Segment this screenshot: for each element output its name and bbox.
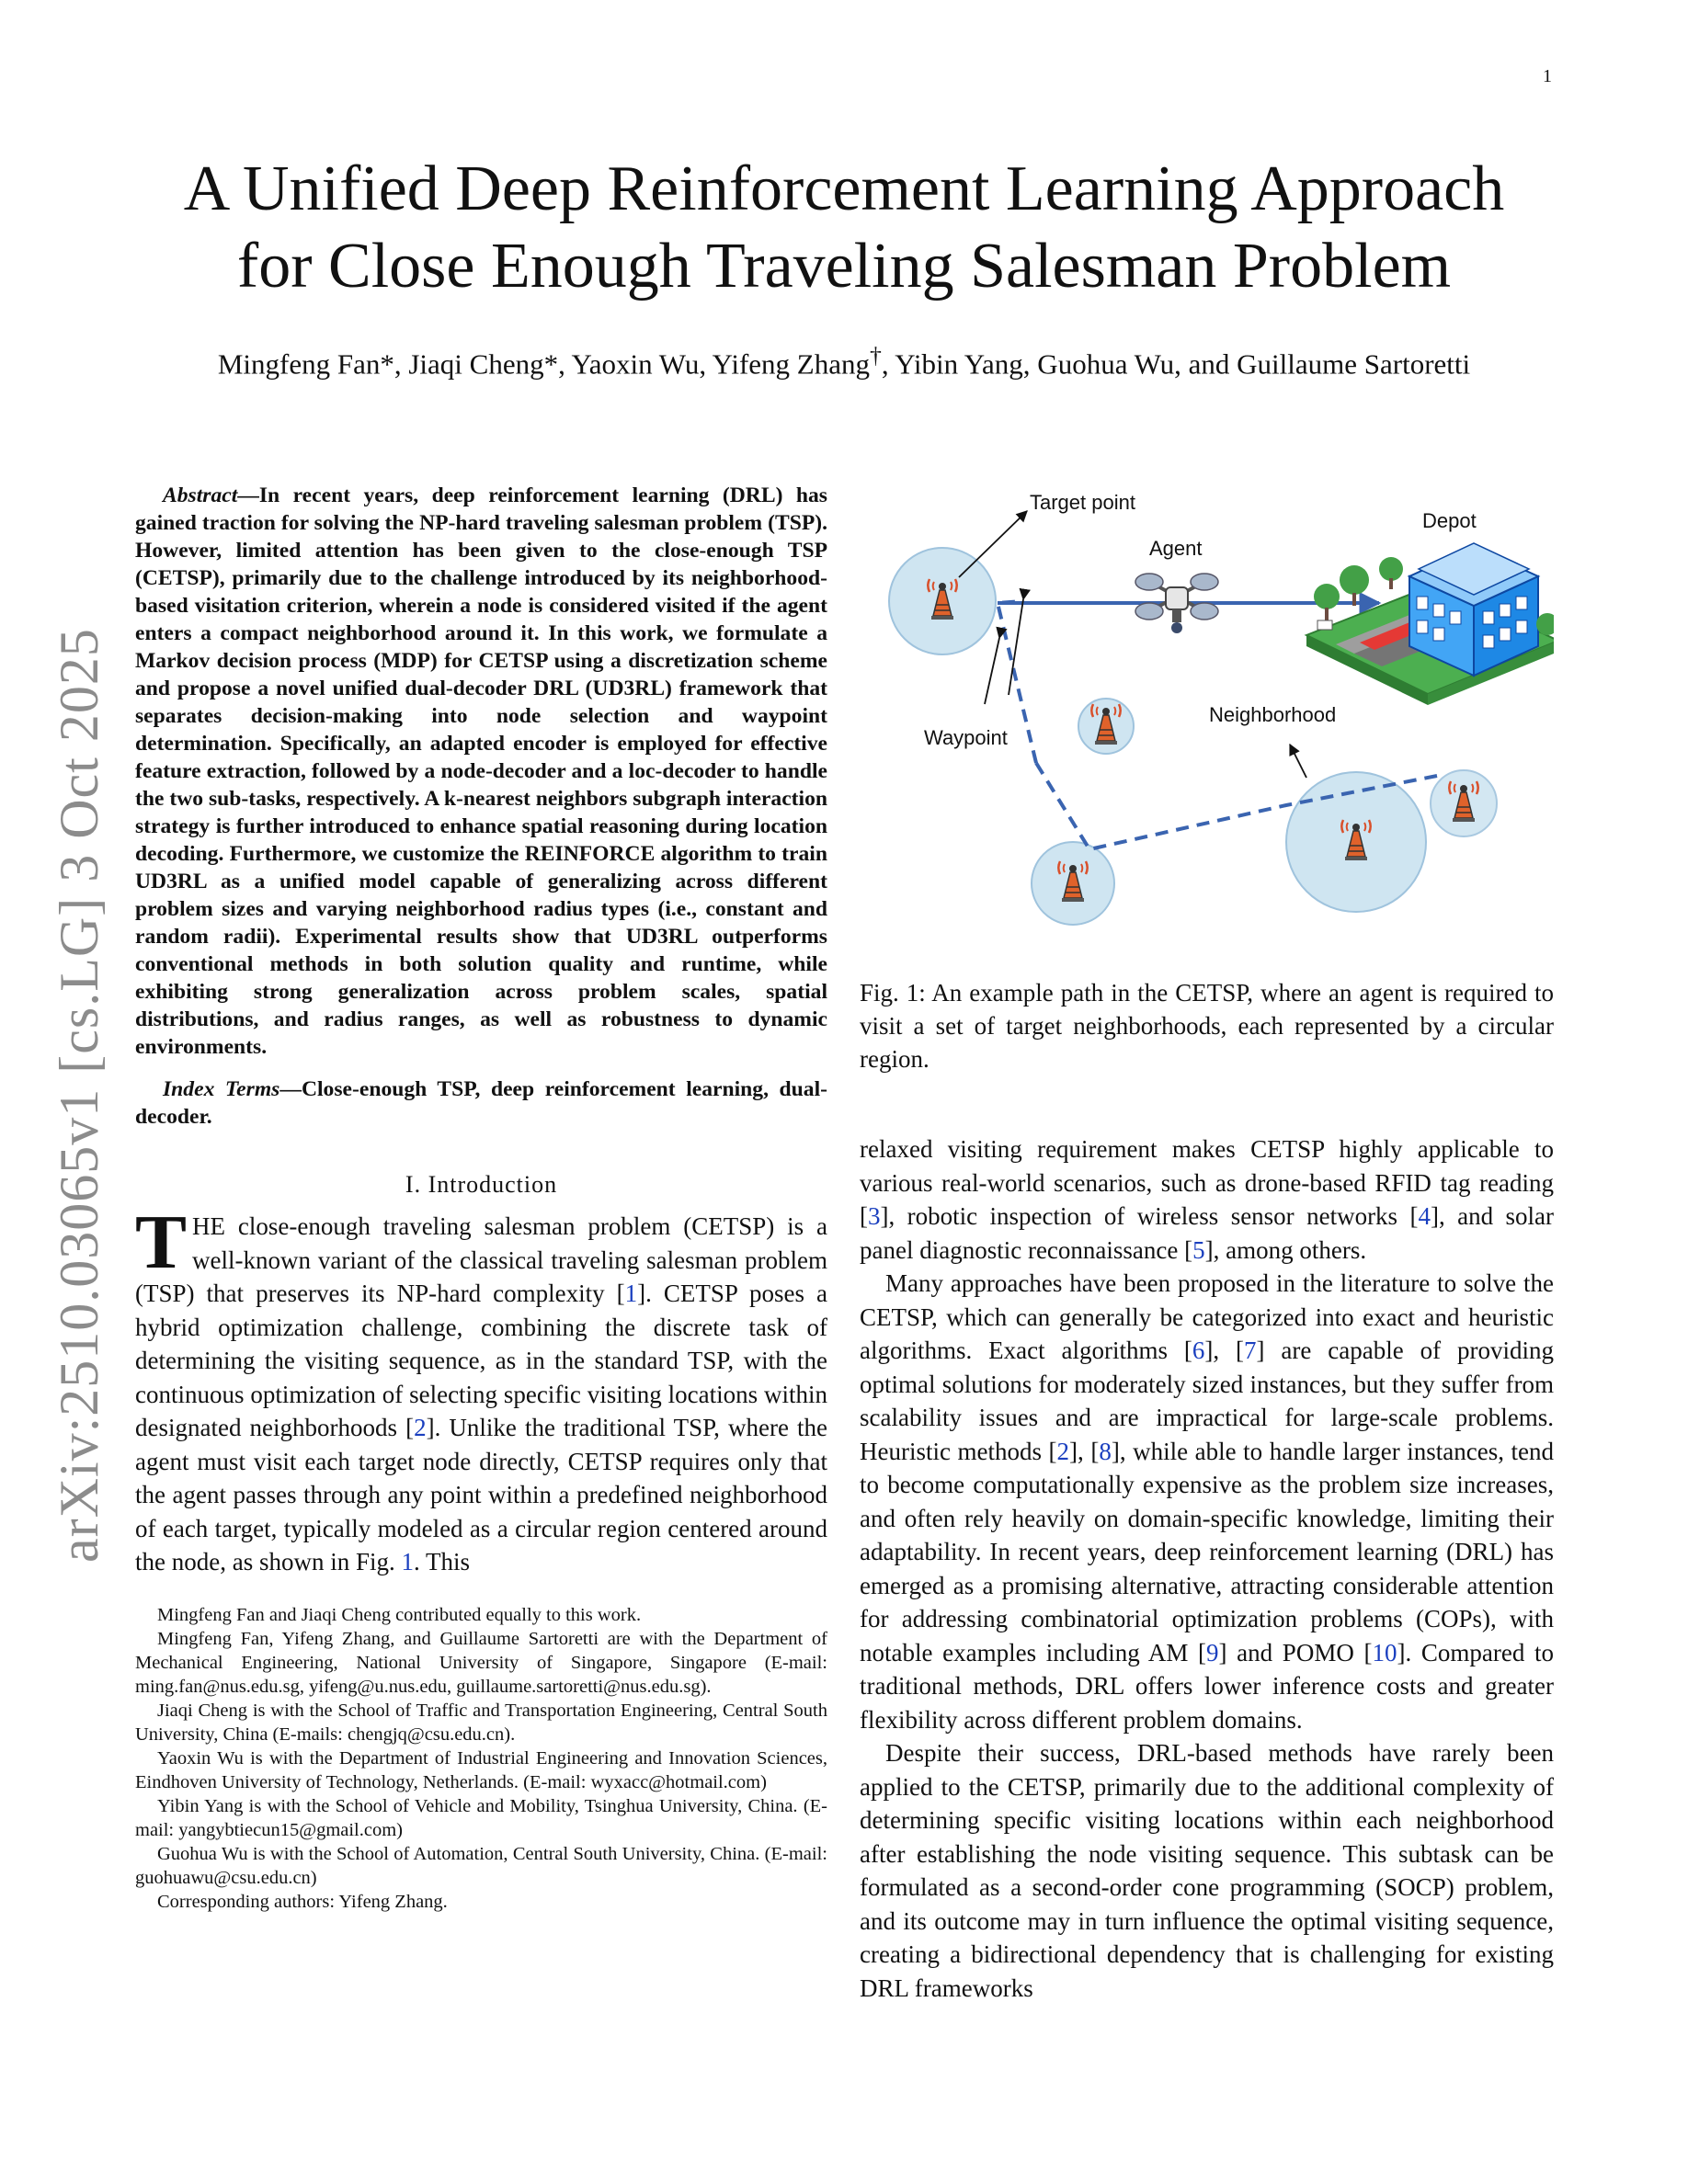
- footnote: Yibin Yang is with the School of Vehicle and Mobility, Tsinghua University, China. (E-mail: yangybtiecun15@gmail.com): [135, 1795, 827, 1840]
- body-paragraph: Despite their success, DRL-based methods have rarely been applied to the CETSP, primarily due to the additional complexity of determining specific visiting locations within each neighborhood after establishing the node visiting sequence. This subtask can be formulated as a second-order cone programming (SOCP) problem, and its outcome may in turn influence the optimal visiting sequence, creating a bidirectional dependency that is challenging for existing DRL frameworks: [860, 1739, 1554, 2002]
- text-run: relaxed visiting requirement makes CETSP highly applicable to various real-world scenarios, such as drone-based RFID tag reading [: [860, 1135, 1554, 1230]
- authors-part-1: Mingfeng Fan*, Jiaqi Cheng*, Yaoxin Wu, Yifeng Zhang: [217, 347, 870, 381]
- section-heading: I. Introduction: [405, 1171, 558, 1198]
- abstract-label: Abstract: [163, 483, 238, 507]
- footnote: Corresponding authors: Yifeng Zhang.: [157, 1891, 448, 1912]
- index-terms-label: Index Terms: [163, 1077, 280, 1101]
- cetsp-diagram: [860, 482, 1554, 960]
- title-line-2: for Close Enough Traveling Salesman Problem: [236, 231, 1452, 301]
- citation-link[interactable]: 10: [1372, 1638, 1397, 1666]
- abstract: [135, 482, 827, 1061]
- text-run: ], and solar panel diagnostic reconnaissance [: [860, 1202, 1554, 1264]
- citation-link[interactable]: 1: [624, 1280, 638, 1307]
- author-list: [129, 342, 1559, 381]
- label-depot: Depot: [1422, 509, 1477, 532]
- text-run: ], robotic inspection of wireless sensor networks [: [880, 1202, 1419, 1230]
- citation-link[interactable]: 2: [1056, 1437, 1070, 1465]
- citation-link[interactable]: 5: [1192, 1235, 1205, 1264]
- text-run: Many approaches have been proposed in the literature to solve the CETSP, which can generally be categorized into exact and heuristic algorithms. Exact algorithms [: [860, 1269, 1554, 1364]
- right-body: [860, 1132, 1554, 2005]
- index-terms-text: —Close-enough TSP, deep reinforcement learning, dual-decoder.: [135, 1077, 827, 1129]
- text-run: ], among others.: [1204, 1235, 1367, 1264]
- intro-text-d: . This: [414, 1548, 471, 1575]
- label-waypoint: Waypoint: [924, 726, 1008, 749]
- page-number: 1: [1543, 66, 1552, 86]
- dagger-mark: †: [869, 342, 882, 369]
- intro-text-a: HE close-enough traveling salesman problem (CETSP) is a well-known variant of the classical traveling salesman problem (TSP) that preserves its NP-hard complexity [: [135, 1212, 827, 1307]
- citation-link[interactable]: 9: [1206, 1638, 1219, 1666]
- footnote: Guohua Wu is with the School of Automation, Central South University, China. (E-mail: guohuawu@csu.edu.cn): [135, 1843, 827, 1888]
- arxiv-stamp: arXiv:2510.03065v1 [cs.LG] 3 Oct 2025: [49, 628, 109, 1563]
- figure-1: [860, 482, 1554, 960]
- text-run: ], [: [1204, 1337, 1245, 1364]
- intro-paragraph: [135, 1200, 828, 1579]
- text-run: ] and POMO [: [1218, 1638, 1373, 1666]
- footnotes: [135, 1603, 827, 1914]
- paper-title: [129, 151, 1559, 305]
- intro-text-c: ]. Unlike the traditional TSP, where the agent must visit each target node directly, CETSP requires only that the agent passes through any point within a predefined neighborhood of each target, typically modeled as a circular region centered around the node, as shown in Fig.: [135, 1414, 828, 1575]
- drop-cap: T: [135, 1200, 188, 1285]
- index-terms: [135, 1075, 827, 1131]
- footnote: Mingfeng Fan, Yifeng Zhang, and Guillaume Sartoretti are with the Department of Mechanical Engineering, National University of Singapore, Singapore (E-mail: ming.fan@nus.edu.sg, yifeng@u.nus.edu, guillaume.sartoretti@nus.edu.sg).: [135, 1628, 827, 1697]
- text-run: ], while able to handle larger instances, tend to become computationally expensive as the problem size increases, and often rely heavily on domain-specific knowledge, limiting their adaptability. In recent years, deep reinforcement learning (DRL) has emerged as a promising alternative, attracting considerable attention for addressing combinatorial optimization problems (COPs), with notable examples including AM [: [860, 1437, 1554, 1666]
- label-neighborhood: Neighborhood: [1209, 703, 1337, 726]
- figure-link[interactable]: 1: [401, 1548, 414, 1575]
- intro-text-b: ]. CETSP poses a hybrid optimization challenge, combining the discrete task of determining the visiting sequence, as in the standard TSP, with the continuous optimization of selecting specific visiting locations within designated neighborhoods [: [135, 1280, 828, 1441]
- label-arrow: [959, 511, 1027, 577]
- body-paragraph: [860, 1267, 1554, 1736]
- footnote: Mingfeng Fan and Jiaqi Cheng contributed equally to this work.: [157, 1604, 642, 1625]
- body-paragraph: [860, 1132, 1554, 1267]
- text-run: ] are capable of providing optimal solutions for moderately sized instances, but they suffer from scalability issues and are impractical for large-scale problems. Heuristic methods [: [860, 1337, 1555, 1465]
- left-column: [135, 482, 827, 1914]
- citation-link[interactable]: 7: [1244, 1337, 1257, 1364]
- citation-link[interactable]: 8: [1099, 1437, 1112, 1465]
- footnote: Jiaqi Cheng is with the School of Traffic and Transportation Engineering, Central South University, China (E-mails: chengjq@csu.edu.cn).: [135, 1700, 827, 1745]
- depot-icon: [1306, 543, 1554, 705]
- label-arrow: [985, 638, 999, 704]
- citation-link[interactable]: 6: [1192, 1337, 1205, 1364]
- citation-link[interactable]: 4: [1418, 1202, 1431, 1230]
- drone-icon: [1135, 574, 1218, 633]
- authors-part-2: , Yibin Yang, Guohua Wu, and Guillaume Sartoretti: [881, 347, 1471, 381]
- footnote: Yaoxin Wu is with the Department of Industrial Engineering and Innovation Sciences, Eindhoven University of Technology, Netherlands. (E-mail: wyxacc@hotmail.com): [135, 1747, 827, 1792]
- label-arrow: [1290, 745, 1306, 778]
- right-column: [860, 482, 1554, 2005]
- label-target-point: Target point: [1030, 491, 1135, 514]
- abstract-text: —In recent years, deep reinforcement learning (DRL) has gained traction for solving the NP-hard traveling salesman problem (TSP). However, limited attention has been given to the close-enough TSP (CETSP), primarily due to the challenge introduced by its neighborhood-based visitation criterion, wherein a node is considered visited if the agent enters a compact neighborhood around it. In this work, we formulate a Markov decision process (MDP) for CETSP using a discretization scheme and propose a novel unified dual-decoder DRL (UD3RL) framework that separates decision-making into node selection and waypoint determination. Specifically, an adapted encoder is employed for effective feature extraction, followed by a node-decoder and a loc-decoder to handle the two sub-tasks, respectively. A k-nearest neighbors subgraph interaction strategy is further introduced to enhance spatial reasoning during location decoding. Furthermore, we customize the REINFORCE algorithm to train UD3RL as a unified model capable of generalizing across different problem sizes and varying neighborhood radius types (i.e., constant and random radii). Experimental results show that UD3RL outperforms conventional methods in both solution quality and runtime, while exhibiting strong generalization across problem scales, spatial distributions, and radius ranges, as well as robustness to dynamic environments.: [135, 483, 827, 1059]
- text-run: ], [: [1069, 1437, 1100, 1465]
- label-agent: Agent: [1149, 537, 1203, 560]
- text-run: ]. Compared to traditional methods, DRL offers lower inference costs and greater flexibility across different problem domains.: [860, 1638, 1554, 1734]
- figure-caption: Fig. 1: An example path in the CETSP, where an agent is required to visit a set of target neighborhoods, each represented by a circular region.: [860, 979, 1554, 1073]
- citation-link[interactable]: 2: [414, 1414, 427, 1441]
- citation-link[interactable]: 3: [868, 1202, 881, 1230]
- title-line-1: A Unified Deep Reinforcement Learning Approach: [183, 154, 1505, 224]
